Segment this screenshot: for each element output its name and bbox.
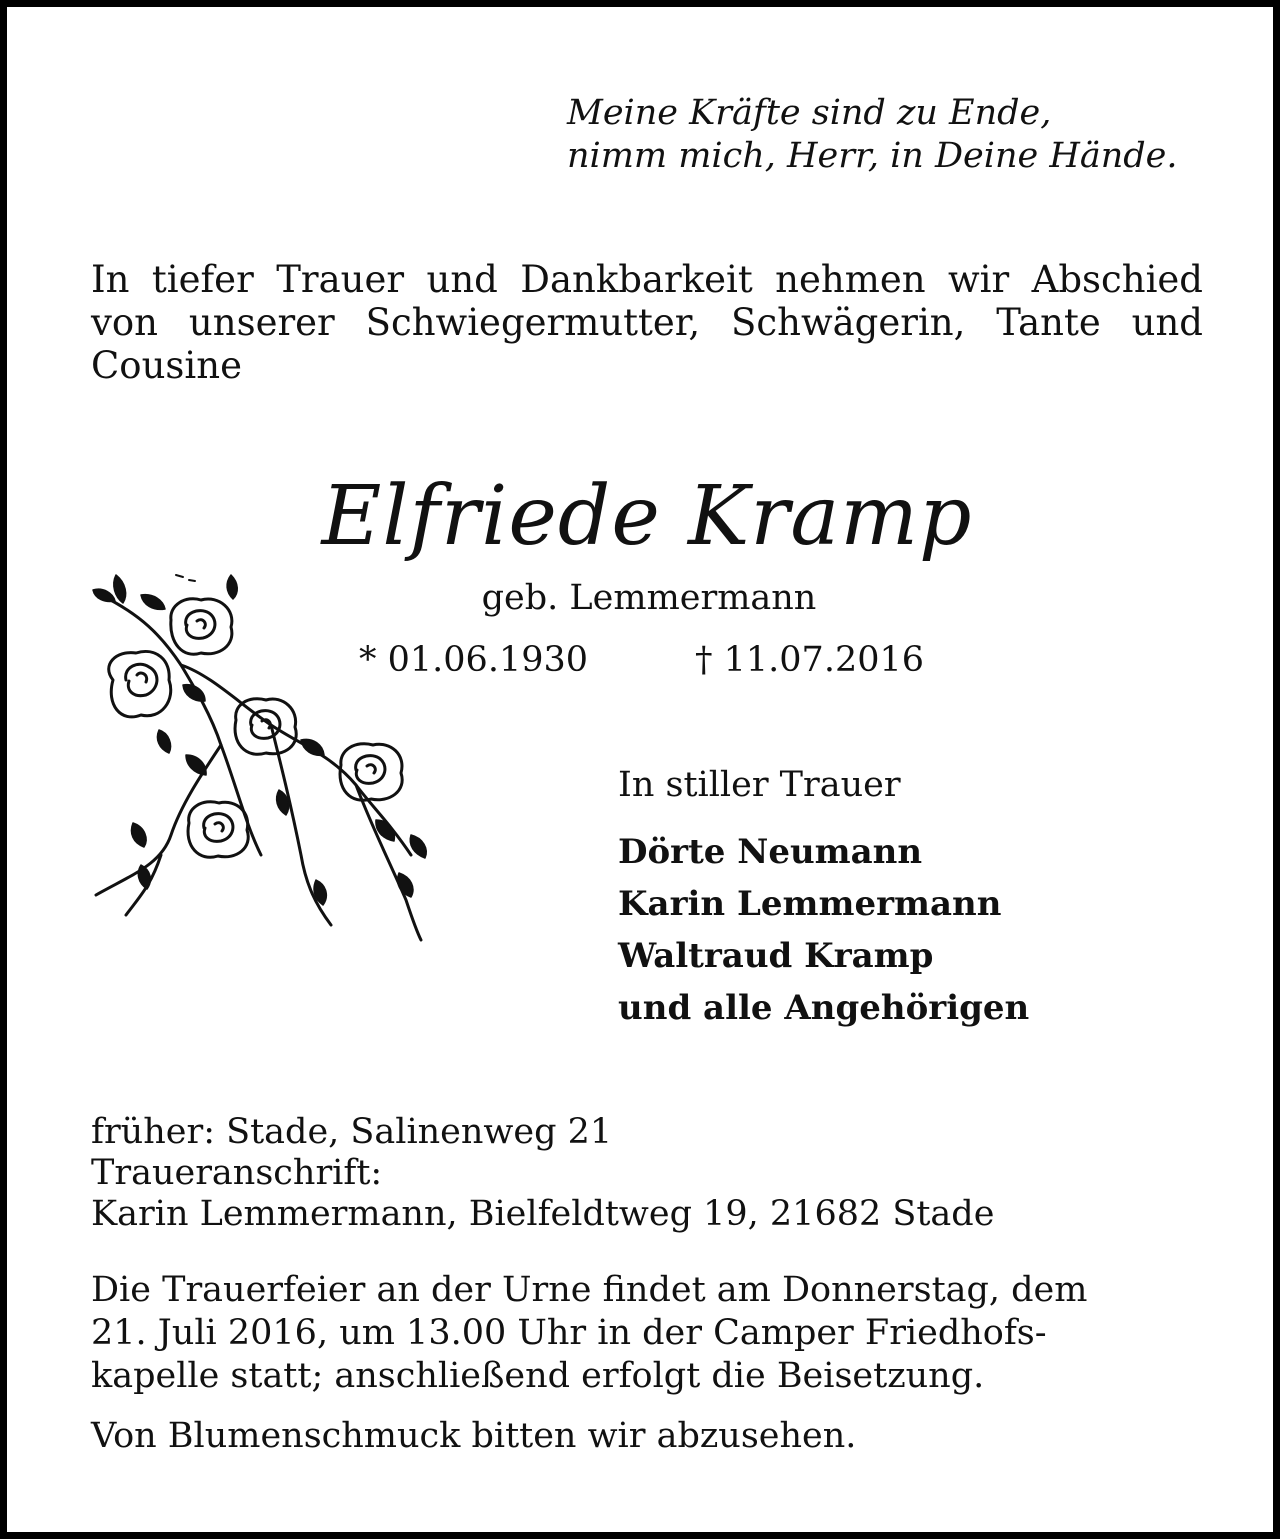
motto-line-1: Meine Kräfte sind zu Ende, bbox=[567, 93, 1052, 133]
mourners-intro: In stiller Trauer bbox=[618, 765, 901, 805]
mourning-address-label: Traueranschrift: bbox=[91, 1153, 383, 1193]
death-date: † 11.07.2016 bbox=[695, 640, 925, 680]
mourner-name: Karin Lemmermann bbox=[618, 884, 1002, 924]
ceremony-text bbox=[91, 1269, 1203, 1398]
address-block bbox=[91, 1112, 1203, 1235]
motto-verse bbox=[567, 92, 1227, 178]
former-address: früher: Stade, Salinenweg 21 bbox=[91, 1112, 613, 1152]
ceremony-line-1: Die Trauerfeier an der Urne findet am Donnerstag, dem bbox=[91, 1270, 1088, 1310]
mourner-name: und alle Angehörigen bbox=[618, 988, 1030, 1028]
ceremony-line-3: kapelle statt; anschließend erfolgt die Beisetzung. bbox=[91, 1356, 985, 1396]
mourners-block bbox=[618, 764, 1218, 1034]
deceased-name: Elfriede Kramp bbox=[321, 469, 973, 564]
mourner-name: Dörte Neumann bbox=[618, 832, 923, 872]
rose-branch-icon bbox=[71, 555, 451, 945]
born-name: geb. Lemmermann bbox=[481, 578, 817, 618]
flowers-note: Von Blumenschmuck bitten wir abzusehen. bbox=[91, 1416, 857, 1456]
mourning-address: Karin Lemmermann, Bielfeldtweg 19, 21682 Stade bbox=[91, 1194, 995, 1234]
motto-line-2: nimm mich, Herr, in Deine Hände. bbox=[567, 136, 1178, 176]
mourner-name: Waltraud Kramp bbox=[618, 936, 934, 976]
ceremony-line-2: 21. Juli 2016, um 13.00 Uhr in der Camper Friedhofs- bbox=[91, 1313, 1047, 1353]
intro-text: In tiefer Trauer und Dankbarkeit nehmen wir Abschied von unserer Schwiegermutter, Schwägerin, Tante und Cousine bbox=[91, 258, 1203, 387]
birth-date: * 01.06.1930 bbox=[359, 640, 589, 680]
